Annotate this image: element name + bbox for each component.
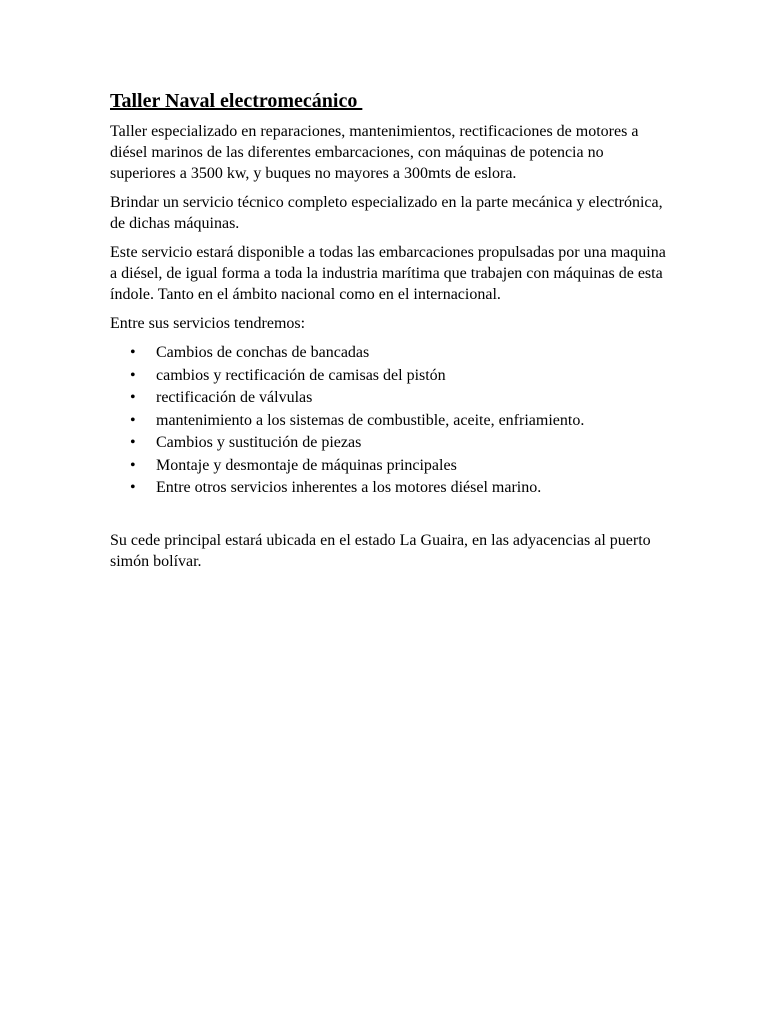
bullet-icon: •	[130, 456, 136, 474]
document-page	[110, 88, 670, 580]
list-item-text: Cambios y sustitución de piezas	[156, 434, 362, 451]
list-item-text: cambios y rectificación de camisas del pistón	[156, 366, 446, 384]
blank-line	[110, 500, 670, 530]
list-item	[110, 477, 670, 500]
bullet-icon: •	[130, 366, 136, 384]
list-item-text: Entre otros servicios inherentes a los motores diésel marino.	[156, 479, 542, 496]
list-item	[110, 365, 670, 388]
list-item	[110, 410, 670, 433]
list-item-text: rectificación de válvulas	[156, 389, 313, 406]
list-item	[110, 432, 670, 455]
list-item-text: Cambios de conchas de bancadas	[156, 344, 370, 361]
bullet-icon: •	[130, 411, 136, 429]
list-item	[110, 387, 670, 410]
bullet-icon: •	[130, 479, 136, 496]
bullet-icon: •	[130, 389, 136, 406]
paragraph-availability: Este servicio estará disponible a todas las embarcaciones propulsadas por una maquina a diésel, de igual forma a toda la industria marítima que trabajen con máquinas de esta índole. Tanto en el ámbito nacional como en el internacional.	[110, 244, 666, 303]
paragraph-service: Brindar un servicio técnico completo especializado en la parte mecánica y electrónica, de dichas máquinas.	[110, 194, 663, 232]
bullet-icon: •	[130, 434, 136, 451]
list-item	[110, 342, 670, 365]
paragraph-services-heading: Entre sus servicios tendremos:	[110, 315, 306, 332]
list-item-text: Montaje y desmontaje de máquinas principales	[156, 456, 457, 474]
list-item-text: mantenimiento a los sistemas de combustible, aceite, enfriamiento.	[156, 411, 585, 429]
services-list	[110, 342, 670, 500]
paragraph-intro: Taller especializado en reparaciones, mantenimientos, rectificaciones de motores a diésel marinos de las diferentes embarcaciones, con máquinas de potencia no superiores a 3500 kw, y buques no mayores a 300mts de eslora.	[110, 123, 639, 182]
list-item	[110, 455, 670, 478]
bullet-icon: •	[130, 344, 136, 361]
paragraph-closing: Su cede principal estará ubicada en el estado La Guaira, en las adyacencias al puerto simón bolívar.	[110, 531, 651, 570]
document-title: Taller Naval electromecánico	[110, 90, 363, 112]
